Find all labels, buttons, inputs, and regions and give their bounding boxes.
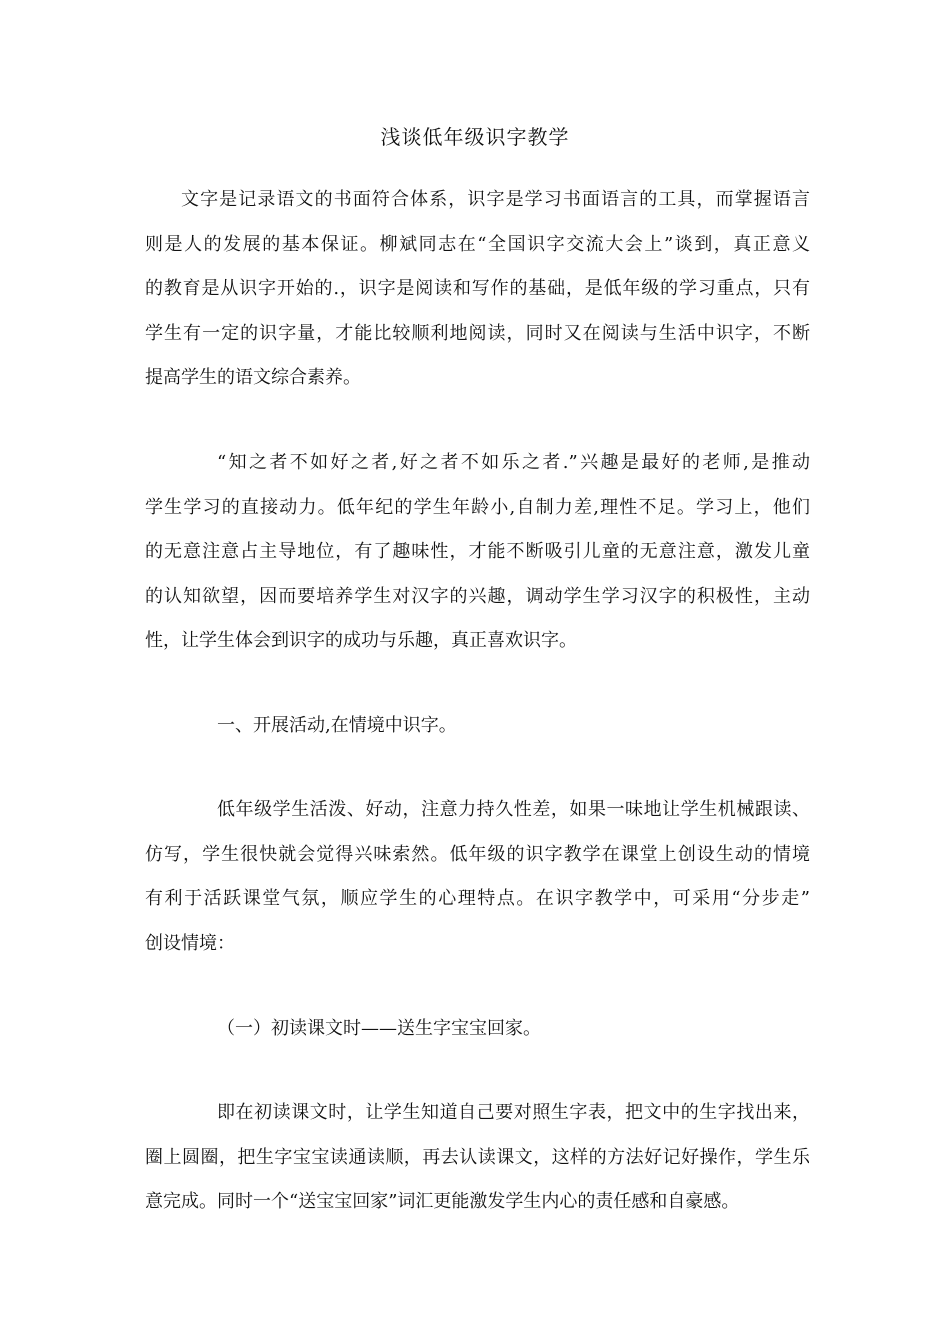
document-title: 浅谈低年级识字教学 xyxy=(380,125,570,149)
paragraph-line: 意完成。同时一个“送宝宝回家”词汇更能激发学生内心的责任感和自豪感。 xyxy=(145,1191,740,1213)
paragraph-line: 的无意注意占主导地位，有了趣味性，才能不断吸引儿童的无意注意，激发儿童 xyxy=(145,541,810,563)
paragraph-first-reading xyxy=(145,1091,810,1225)
paragraph-line: 创设情境： xyxy=(145,932,235,954)
section-heading: 一、开展活动,在情境中识字。 xyxy=(217,715,457,736)
paragraph-line: 性，让学生体会到识字的成功与乐趣，真正喜欢识字。 xyxy=(145,630,577,652)
paragraph-line: “知之者不如好之者,好之者不如乐之者.”兴趣是最好的老师,是推动 xyxy=(217,452,810,473)
paragraph-line: 仿写，学生很快就会觉得兴味索然。低年级的识字教学在课堂上创设生动的情境 xyxy=(145,843,810,865)
paragraph-intro xyxy=(145,178,810,401)
paragraph-interest xyxy=(145,441,810,664)
subsection-heading: （一）初读课文时——送生字宝宝回家。 xyxy=(217,1018,541,1039)
paragraph-line: 有利于活跃课堂气氛，顺应学生的心理特点。在识字教学中，可采用“分步走” xyxy=(145,888,810,910)
paragraph-line: 的教育是从识字开始的.，识字是阅读和写作的基础，是低年级的学习重点，只有 xyxy=(145,278,810,300)
paragraph-line: 低年级学生活泼、好动，注意力持久性差，如果一味地让学生机械跟读、 xyxy=(217,799,810,820)
paragraph-line: 圈上圆圈，把生字宝宝读通读顺，再去认读课文，这样的方法好记好操作，学生乐 xyxy=(145,1146,810,1168)
paragraph-line: 提高学生的语文综合素养。 xyxy=(145,367,361,389)
paragraph-line: 的认知欲望，因而要培养学生对汉字的兴趣，调动学生学习汉字的积极性，主动 xyxy=(145,585,810,607)
paragraph-line: 则是人的发展的基本保证。柳斌同志在“全国识字交流大会上”谈到，真正意义 xyxy=(145,233,810,255)
paragraph-line: 即在初读课文时，让学生知道自己要对照生字表，把文中的生字找出来， xyxy=(217,1102,810,1123)
paragraph-activity xyxy=(145,788,810,966)
paragraph-line: 文字是记录语文的书面符合体系，识字是学习书面语言的工具，而掌握语言 xyxy=(181,189,810,210)
paragraph-line: 学生有一定的识字量，才能比较顺利地阅读，同时又在阅读与生活中识字，不断 xyxy=(145,322,810,344)
paragraph-line: 学生学习的直接动力。低年纪的学生年龄小,自制力差,理性不足。学习上，他们 xyxy=(145,496,810,518)
